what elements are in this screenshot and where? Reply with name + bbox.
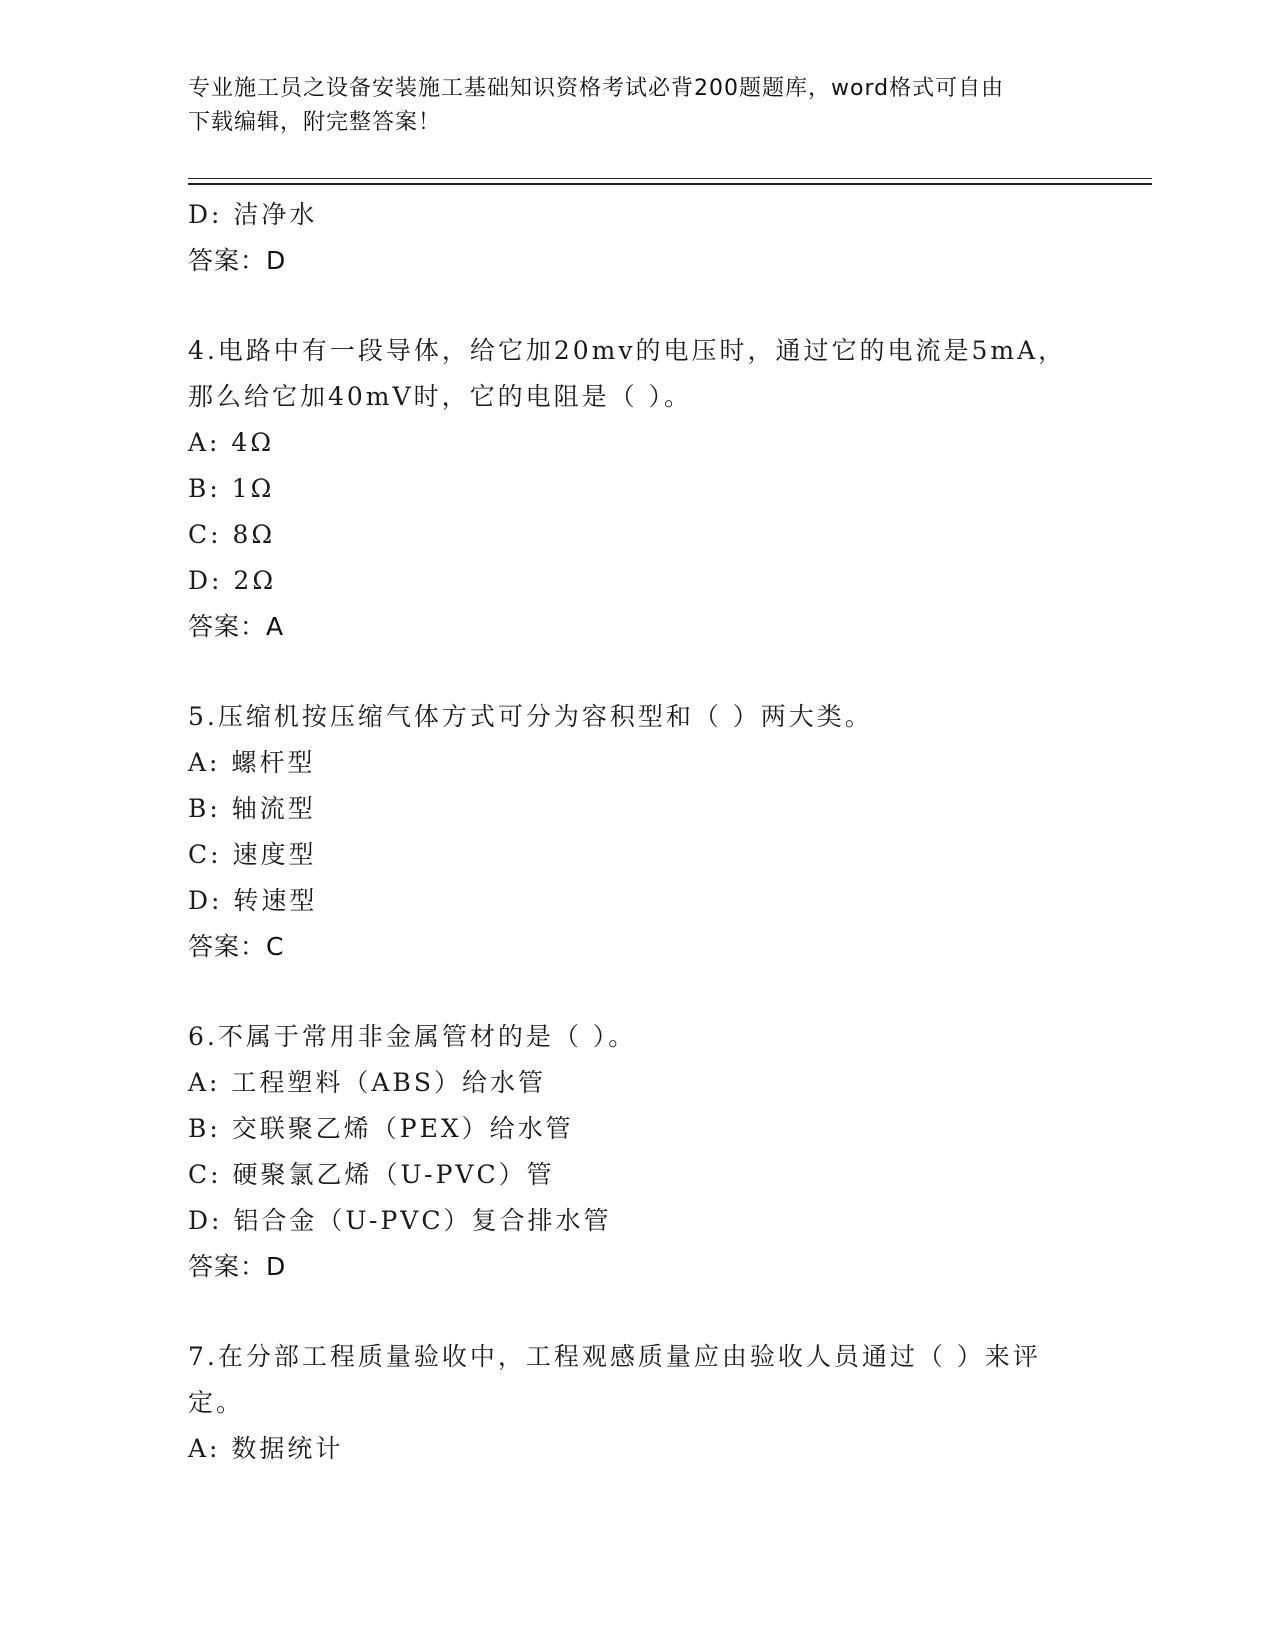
answer-line: 答案：C xyxy=(188,932,285,961)
question-6 xyxy=(188,1014,1088,1290)
question-7 xyxy=(188,1334,1088,1472)
header-line-1: 专业施工员之设备安装施工基础知识资格考试必背200题题库，word格式可自由 xyxy=(188,76,1005,101)
option-a: A: 工程塑料（ABS）给水管 xyxy=(188,1068,546,1097)
question-stem: 定。 xyxy=(188,1388,245,1417)
option-b: B: 1Ω xyxy=(188,474,275,503)
question-stem: 5.压缩机按压缩气体方式可分为容积型和（ ）两大类。 xyxy=(188,702,873,731)
option-d: D: 洁净水 xyxy=(188,200,318,229)
option-b: B: 轴流型 xyxy=(188,794,316,823)
header-line-2: 下载编辑，附完整答案！ xyxy=(188,110,442,135)
option-a: A: 数据统计 xyxy=(188,1434,344,1463)
option-d: D: 转速型 xyxy=(188,886,318,915)
option-c: C: 速度型 xyxy=(188,840,317,869)
header-divider-thin xyxy=(188,178,1152,179)
question-stem: 4.电路中有一段导体，给它加20mv的电压时，通过它的电流是5mA， xyxy=(188,336,1067,365)
option-b: B: 交联聚乙烯（PEX）给水管 xyxy=(188,1114,574,1143)
question-stem: 那么给它加40mV时，它的电阻是（ ）。 xyxy=(188,382,693,411)
option-c: C: 硬聚氯乙烯（U-PVC）管 xyxy=(188,1160,555,1189)
header-divider-thick xyxy=(188,183,1152,185)
question-5 xyxy=(188,694,1088,970)
question-4 xyxy=(188,328,1088,650)
question-stem: 6.不属于常用非金属管材的是（ ）。 xyxy=(188,1022,637,1051)
answer-line: 答案：D xyxy=(188,246,287,275)
option-a: A: 螺杆型 xyxy=(188,748,316,777)
question-stem: 7.在分部工程质量验收中，工程观感质量应由验收人员通过（ ）来评 xyxy=(188,1342,1041,1371)
answer-line: 答案：A xyxy=(188,612,285,641)
option-a: A: 4Ω xyxy=(188,428,275,457)
answer-line: 答案：D xyxy=(188,1252,287,1281)
option-d: D: 铝合金（U-PVC）复合排水管 xyxy=(188,1206,612,1235)
question-list xyxy=(188,192,1088,1472)
option-d: D: 2Ω xyxy=(188,566,277,595)
document-header xyxy=(188,72,1088,140)
option-c: C: 8Ω xyxy=(188,520,276,549)
